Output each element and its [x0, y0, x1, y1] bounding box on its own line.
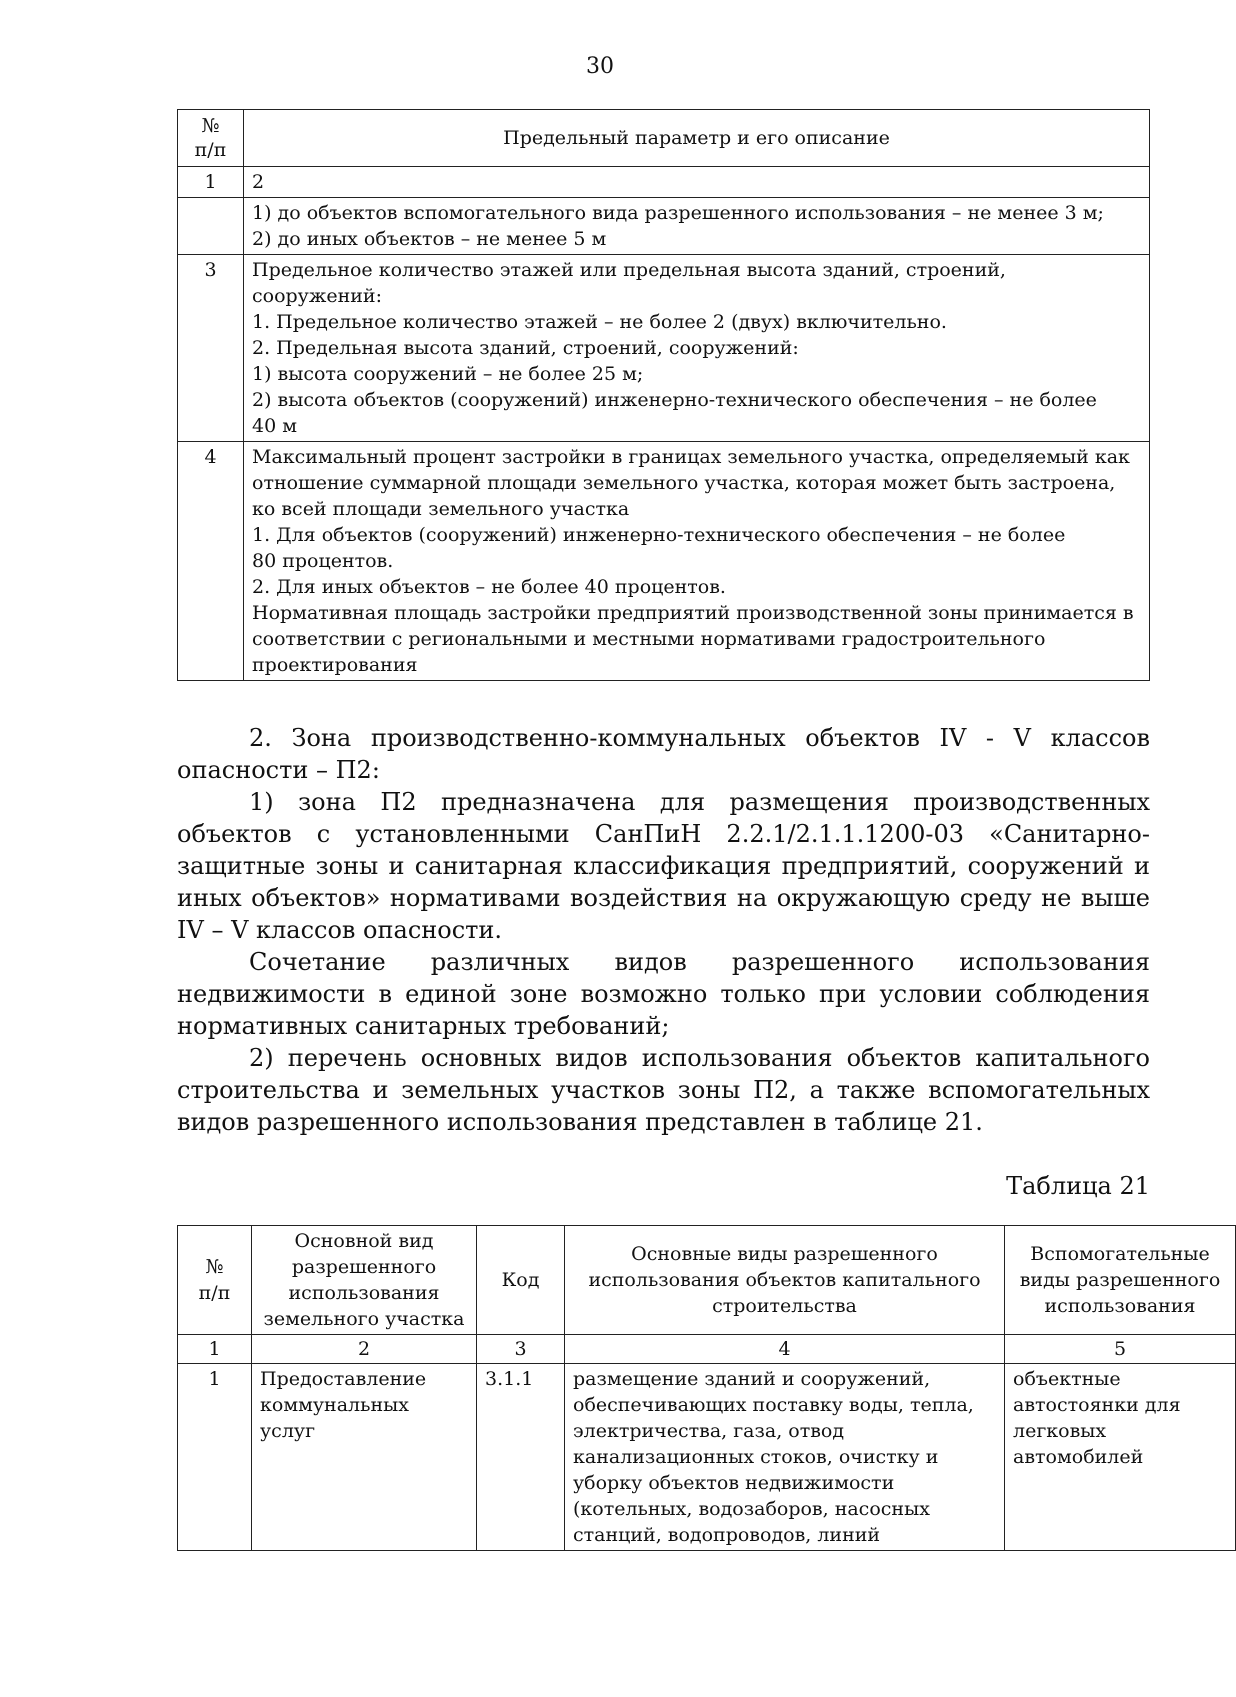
zone-combination-paragraph: Сочетание различных видов разрешенного использования недвижимости в единой зоне возможно только при условии соблюдения нормативных санитарных требований;	[177, 948, 1150, 1040]
text-line: автостоянки для	[1013, 1394, 1181, 1416]
col-number-cell: 1	[178, 167, 244, 198]
text-line: услуг	[260, 1420, 316, 1442]
text-line: 1) высота сооружений – не более 25 м;	[252, 363, 644, 385]
text-line: 2) высота объектов (сооружений) инженерно-технического обеспечения – не более	[252, 389, 1097, 411]
header-no-line: №	[201, 115, 220, 137]
text-line: 1) до объектов вспомогательного вида разрешенного использования – не менее 3 м;	[252, 202, 1104, 224]
row-number-cell: 3	[178, 255, 244, 442]
header-line: п/п	[198, 1282, 231, 1304]
table-header-row	[178, 1226, 1236, 1335]
column-number-row	[178, 1335, 1236, 1364]
header-line: использования	[1044, 1295, 1196, 1317]
col-number-cell: 2	[252, 1335, 477, 1364]
text-line: станций, водопроводов, линий	[573, 1524, 881, 1546]
text-line: 2) до иных объектов – не менее 5 м	[252, 228, 607, 250]
text-line: Предоставление	[260, 1368, 427, 1390]
page-number: 30	[586, 54, 614, 79]
row-text-cell	[244, 255, 1150, 442]
col-number-cell: 1	[178, 1335, 252, 1364]
header-line: Вспомогательные	[1030, 1243, 1210, 1265]
text-line: (котельных, водозаборов, насосных	[573, 1498, 930, 1520]
zone-list-paragraph: 2) перечень основных видов использования объектов капитального строительства и земельных участков зоны П2, а также вспомогательных видов разрешенного использования представлен в таблице 21.	[177, 1044, 1150, 1136]
header-number-cell	[178, 1226, 252, 1335]
zone-purpose-paragraph: 1) зона П2 предназначена для размещения производственных объектов с установленными СанПиН 2.2.1/2.1.1.1200-03 «Санитарно-защитные зоны и санитарная классификация предприятий, сооружений и иных объектов» нормативами воздействия на окружающую среду не выше IV – V классов опасности.	[177, 788, 1150, 944]
text-line: размещение зданий и сооружений,	[573, 1368, 931, 1390]
col-number-cell: 2	[244, 167, 1150, 198]
text-line: отношение суммарной площади земельного участка, которая может быть застроена,	[252, 472, 1116, 494]
header-line: использования объектов капитального	[588, 1269, 981, 1291]
text-line: 1. Предельное количество этажей – не более 2 (двух) включительно.	[252, 311, 947, 333]
table-header-row	[178, 110, 1150, 167]
text-line: 80 процентов.	[252, 550, 394, 572]
row-text-cell	[244, 442, 1150, 681]
column-number-row	[178, 167, 1150, 198]
header-aux-uses-cell	[1005, 1226, 1236, 1335]
header-capital-uses-cell	[565, 1226, 1005, 1335]
header-number-cell	[178, 110, 244, 167]
main-use-cell	[252, 1364, 477, 1551]
text-line: коммунальных	[260, 1394, 409, 1416]
code-cell: 3.1.1	[477, 1364, 565, 1551]
text-line: электричества, газа, отвод	[573, 1420, 845, 1442]
text-line: ко всей площади земельного участка	[252, 498, 630, 520]
header-param-cell: Предельный параметр и его описание	[244, 110, 1150, 167]
col-number-cell: 5	[1005, 1335, 1236, 1364]
text-line: 1. Для объектов (сооружений) инженерно-технического обеспечения – не более	[252, 524, 1066, 546]
uses-table	[177, 1225, 1236, 1551]
row-number-cell: 1	[178, 1364, 252, 1551]
text-line: канализационных стоков, очистку и	[573, 1446, 939, 1468]
header-line: разрешенного	[291, 1256, 437, 1278]
body-text	[177, 722, 1150, 1138]
header-line: земельного участка	[263, 1308, 465, 1330]
header-line: виды разрешенного	[1019, 1269, 1221, 1291]
table-row	[178, 255, 1150, 442]
capital-uses-cell	[565, 1364, 1005, 1551]
col-number-cell: 4	[565, 1335, 1005, 1364]
header-no-line: п/п	[194, 139, 227, 161]
header-line: строительства	[712, 1295, 857, 1317]
text-line: соответствии с региональными и местными нормативами градостроительного	[252, 628, 1046, 650]
text-line: Предельное количество этажей или предельная высота зданий, строений,	[252, 259, 1006, 281]
col-number-cell: 3	[477, 1335, 565, 1364]
text-line: 40 м	[252, 415, 297, 437]
header-line: Основные виды разрешенного	[631, 1243, 938, 1265]
limits-table	[177, 109, 1150, 681]
text-line: обеспечивающих поставку воды, тепла,	[573, 1394, 974, 1416]
aux-uses-cell	[1005, 1364, 1236, 1551]
row-number-cell	[178, 198, 244, 255]
table-row	[178, 442, 1150, 681]
text-line: объектные	[1013, 1368, 1121, 1390]
table-row	[178, 1364, 1236, 1551]
text-line: 2. Предельная высота зданий, строений, сооружений:	[252, 337, 799, 359]
text-line: сооружений:	[252, 285, 382, 307]
text-line: Максимальный процент застройки в границах земельного участка, определяемый как	[252, 446, 1130, 468]
table-row	[178, 198, 1150, 255]
header-line: Основной вид	[294, 1230, 434, 1252]
header-code-cell: Код	[477, 1226, 565, 1335]
header-line: №	[205, 1256, 224, 1278]
zone-heading-paragraph: 2. Зона производственно-коммунальных объектов IV - V классов опасности – П2:	[177, 724, 1150, 784]
text-line: автомобилей	[1013, 1446, 1144, 1468]
text-line: легковых	[1013, 1420, 1107, 1442]
text-line: 2. Для иных объектов – не более 40 процентов.	[252, 576, 726, 598]
header-main-use-cell	[252, 1226, 477, 1335]
text-line: Нормативная площадь застройки предприятий производственной зоны принимается в	[252, 602, 1134, 624]
row-text-cell	[244, 198, 1150, 255]
table-caption: Таблица 21	[1006, 1172, 1150, 1200]
text-line: проектирования	[252, 654, 418, 676]
row-number-cell: 4	[178, 442, 244, 681]
text-line: уборку объектов недвижимости	[573, 1472, 895, 1494]
header-line: использования	[288, 1282, 440, 1304]
